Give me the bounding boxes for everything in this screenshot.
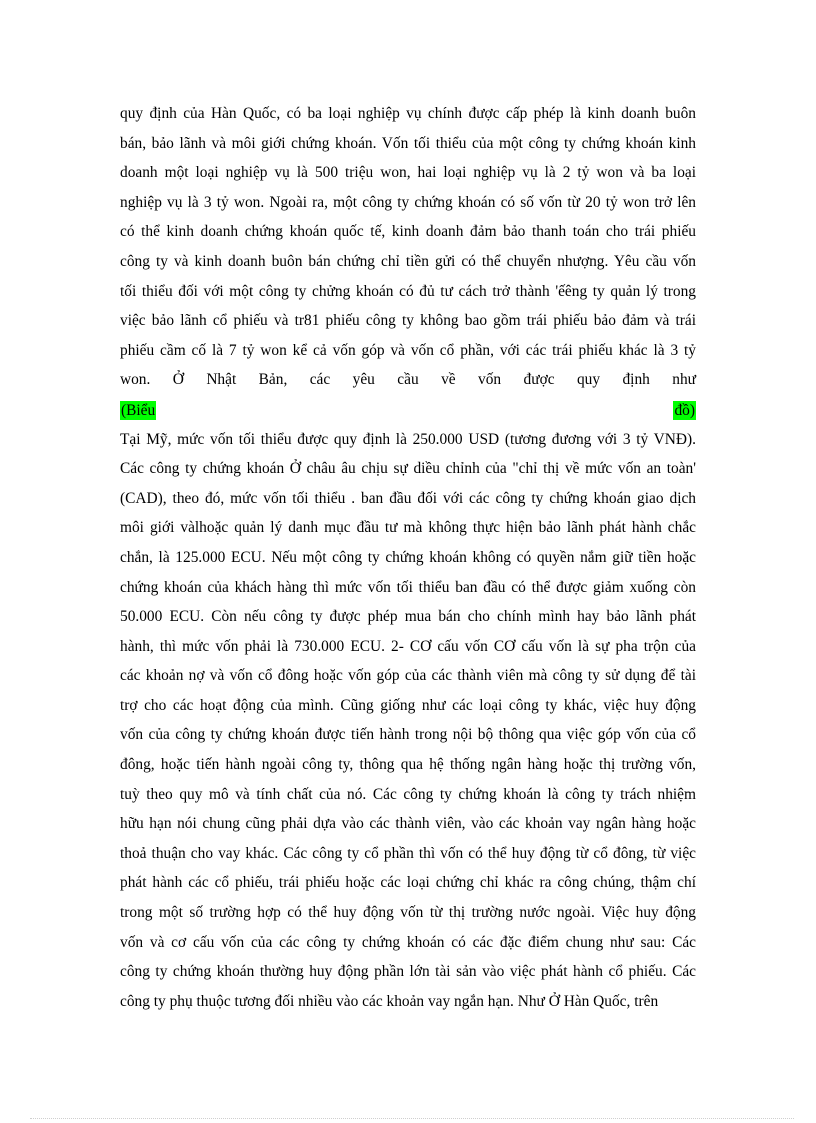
- text-line: quy định của Hàn Quốc, có ba loại nghiệp vụ chính được cấp phép là kinh doanh buôn: [120, 105, 696, 122]
- text-line: phát hành các cổ phiếu, trái phiếu hoặc các loại chứng chỉ khác ra công chúng, thậm chí: [120, 874, 696, 892]
- text-line: chứng khoán của khách hàng thì mức vốn tối thiểu ban đầu có thể được giảm xuống còn: [120, 578, 696, 596]
- text-line: các khoản nợ và vốn cổ đông hoặc vốn góp của các thành viên mà công ty sử dụng để tài: [120, 667, 696, 685]
- text-line: thoả thuận cho vay khác. Các công ty cổ phần thì vốn có thể huy động từ cổ đông, từ việc: [120, 844, 696, 862]
- text-line: hành, thì mức vốn phải là 730.000 ECU. 2- CƠ cấu vốn CƠ cấu vốn là sự pha trộn của: [120, 637, 696, 655]
- text-line: doanh một loại nghiệp vụ là 500 triệu won, hai loại nghiệp vụ là 2 tỷ won và ba loại: [120, 164, 696, 182]
- highlighted-figure-reference: [120, 395, 696, 425]
- text-line: (CAD), theo đó, mức vốn tối thiểu . ban đầu đối với các công ty chứng khoán giao dịch: [120, 489, 696, 507]
- text-line: vốn và cơ cấu vốn của các công ty chứng khoán có các đặc điểm chung như sau: Các: [120, 933, 696, 951]
- text-line: Tại Mỹ, mức vốn tối thiểu được quy định là 250.000 USD (tương đương với 3 tỷ VNĐ).: [120, 430, 696, 448]
- body-text: [120, 99, 696, 1016]
- text-line: phiếu cầm cố là 7 tỷ won kể cả vốn góp và vốn cổ phần, với các trái phiếu khác là 3 tỷ: [120, 341, 696, 359]
- text-line: Các công ty chứng khoán Ở châu âu chịu sự diều chỉnh của "chỉ thị về mức vốn an toàn': [120, 460, 696, 478]
- text-line: bán, bảo lãnh và môi giới chứng khoán. Vốn tối thiểu của một công ty chứng khoán kinh: [120, 134, 696, 152]
- text-line: công ty chứng khoán thường huy động phần lớn tài sản vào việc phát hành cổ phiếu. Các: [120, 963, 696, 981]
- text-line: chắn, là 125.000 ECU. Nếu một công ty chứng khoán không có quyền nắm giữ tiền hoặc: [120, 548, 696, 566]
- text-line: công ty và kinh doanh buôn bán chứng chỉ tiền gửi có thể chuyển nhượng. Yêu cầu vốn: [120, 252, 696, 270]
- highlight-left-text: (Biểu: [121, 401, 156, 419]
- text-line: hữu hạn nói chung cũng phải dựa vào các thành viên, vào các khoản vay ngân hàng hoặc: [120, 815, 696, 833]
- text-line: vốn của công ty chứng khoán được tiến hành trong nội bộ thông qua việc góp vốn của cổ: [120, 726, 696, 744]
- text-line: won. Ở Nhật Bản, các yêu cầu về vốn được quy định như: [120, 371, 696, 389]
- text-line: trợ cho các hoạt động của mình. Cũng giống như các loại công ty khác, việc huy động: [120, 696, 696, 714]
- text-line: môi giới vàlhoặc quản lý danh mục đầu tư mà không thực hiện bảo lãnh phát hành chắc: [120, 519, 696, 537]
- text-line: tuỳ theo quy mô và tính chất của nó. Các công ty chứng khoán là công ty trách nhiệm: [120, 785, 696, 803]
- text-line: trong một số trường hợp có thể huy động vốn từ thị trường nước ngoài. Việc huy động: [120, 904, 696, 922]
- text-line: đông, hoặc tiến hành ngoài công ty, thông qua hệ thống ngân hàng hoặc thị trường vốn,: [120, 756, 696, 774]
- text-line: tối thiểu đối với một công ty chửng khoán có đủ tư cách trở thành 'ếêng ty quản lý trong: [120, 282, 696, 300]
- text-line: nghiệp vụ là 3 tỷ won. Ngoài ra, một công ty chứng khoán có số vốn từ 20 tỷ won trở lên: [120, 193, 696, 211]
- text-line: công ty phụ thuộc tương đối nhiều vào các khoản vay ngắn hạn. Như Ở Hàn Quốc, trên: [120, 992, 659, 1010]
- text-line: 50.000 ECU. Còn nếu công ty được phép mua bán cho chính mình hay bảo lãnh phát: [120, 608, 696, 626]
- text-line: có thể kinh doanh chứng khoán quốc tế, kinh doanh đảm bảo thanh toán cho trái phiếu: [120, 223, 696, 241]
- page-bottom-divider: [30, 1118, 794, 1119]
- text-line: việc bảo lãnh cổ phiếu và tr81 phiếu công ty không bao gồm trái phiếu bảo đảm và trái: [120, 312, 696, 330]
- highlight-right-text: đồ): [674, 401, 695, 419]
